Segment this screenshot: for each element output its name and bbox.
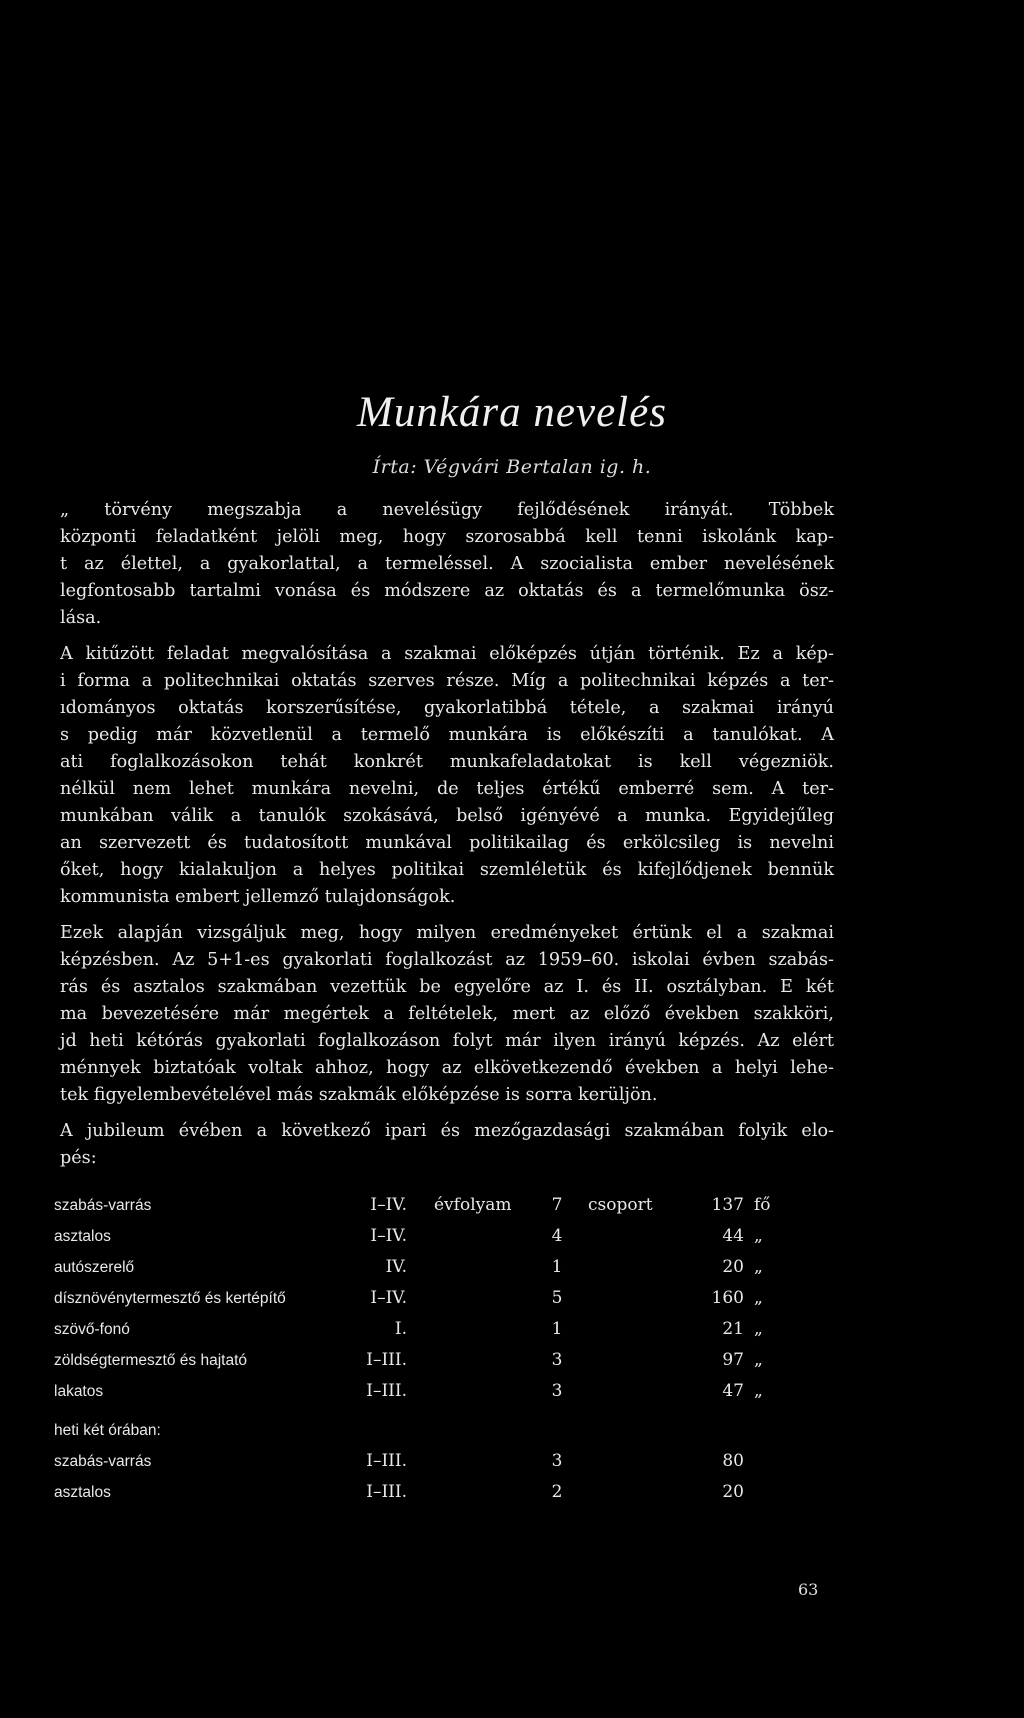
unit-label: „	[754, 1288, 763, 1308]
group-count: 4	[551, 1226, 563, 1246]
text-line: legfontosabb tartalmi vonása és módszere az oktatás és a termelőmunka ösz-	[60, 581, 834, 601]
text-line: munkában válik a tanulók szokásává, belső igényévé a munka. Egyidejűleg	[60, 806, 834, 826]
grade-range: I.	[394, 1319, 407, 1339]
text-line: ıdományos oktatás korszerűsítése, gyakorlatibbá tétele, a szakmai irányú	[60, 698, 834, 718]
group-count: 3	[551, 1350, 563, 1370]
text-line: központi feladatként jelöli meg, hogy szorosabbá kell tenni iskolánk kap-	[60, 527, 834, 547]
text-line: „ törvény megszabja a nevelésügy fejlődésének irányát. Többek	[60, 500, 834, 520]
profession-name: asztalos	[54, 1484, 111, 1501]
student-count: 44	[722, 1226, 744, 1246]
text-line: tek figyelembevételével más szakmák előképzése is sorra kerüljön.	[60, 1085, 658, 1105]
unit-label: „	[754, 1381, 763, 1401]
student-count: 80	[722, 1451, 744, 1471]
profession-name: dísznövénytermesztő és kertépítő	[54, 1290, 286, 1307]
text-line: rás és asztalos szakmában vezettük be egyelőre az I. és II. osztályban. E két	[60, 977, 834, 997]
unit-label: „	[754, 1257, 763, 1277]
student-count: 20	[722, 1257, 744, 1277]
text-line: ma bevezetésére már megértek a feltételek, mert az előző években szakköri,	[60, 1004, 834, 1024]
text-line: jd heti kétórás gyakorlati foglalkozáson folyt már ilyen irányú képzés. Az elért	[60, 1031, 834, 1051]
table-row	[54, 1252, 784, 1283]
grade-range: I–III.	[366, 1381, 407, 1401]
group-count: 1	[551, 1257, 563, 1277]
table-row	[54, 1221, 784, 1252]
student-count: 20	[722, 1482, 744, 1502]
grade-range: I–III.	[366, 1482, 407, 1502]
text-line: őket, hogy kialakuljon a helyes politikai szemléletük és kifejlődjenek bennük	[60, 860, 834, 880]
group-count: 1	[551, 1319, 563, 1339]
paragraph-gap	[60, 632, 834, 641]
text-line: A jubileum évében a következő ipari és mezőgazdasági szakmában folyik elo-	[60, 1121, 834, 1141]
grade-range: I–III.	[366, 1451, 407, 1471]
csoport-label: csoport	[588, 1195, 653, 1215]
group-count: 5	[551, 1288, 563, 1308]
table-row	[54, 1283, 784, 1314]
paragraph-gap	[60, 911, 834, 920]
profession-name: zöldségtermesztő és hajtató	[54, 1352, 247, 1369]
text-line: t az élettel, a gyakorlattal, a termeléssel. A szocialista ember nevelésének	[60, 554, 834, 574]
grade-range: IV.	[385, 1257, 407, 1277]
student-count: 47	[722, 1381, 744, 1401]
text-line: i forma a politechnikai oktatás szerves része. Míg a politechnikai képzés a ter-	[60, 671, 834, 691]
group-count: 3	[551, 1381, 563, 1401]
text-line: pés:	[60, 1148, 97, 1168]
table-row	[54, 1477, 784, 1508]
grade-range: I–III.	[366, 1350, 407, 1370]
paragraph	[60, 1118, 834, 1172]
student-count: 97	[722, 1350, 744, 1370]
grade-range: I–IV.	[370, 1226, 407, 1246]
group-count: 2	[551, 1482, 563, 1502]
profession-name: szövő-fonó	[54, 1321, 130, 1338]
unit-label: „	[754, 1319, 763, 1339]
text-line: s pedig már közvetlenül a termelő munkára is előkészíti a tanulókat. A	[60, 725, 834, 745]
table-row	[54, 1376, 784, 1407]
table-row	[54, 1190, 784, 1221]
text-line: an szervezett és tudatosított munkával politikailag és erkölcsileg is nevelni	[60, 833, 834, 853]
profession-name: lakatos	[54, 1383, 104, 1400]
text-line: lása.	[60, 608, 102, 628]
page-number: 63	[798, 1580, 819, 1599]
article-title: Munkára nevelés	[357, 389, 667, 436]
paragraph	[60, 641, 834, 911]
text-line: Ezek alapján vizsgáljuk meg, hogy milyen eredményeket értünk el a szakmai	[60, 923, 834, 943]
group-count: 7	[551, 1195, 563, 1215]
text-line: ménnyek biztatóak voltak ahhoz, hogy az elkövetkezendő években a helyi lehe-	[60, 1058, 834, 1078]
evfolyam-label: évfolyam	[434, 1195, 512, 1215]
profession-table	[54, 1190, 784, 1508]
grade-range: I–IV.	[370, 1288, 407, 1308]
unit-label: fő	[754, 1195, 771, 1215]
text-line: képzésben. Az 5+1-es gyakorlati foglalkozást az 1959–60. iskolai évben szabás-	[60, 950, 834, 970]
profession-name: szabás-varrás	[54, 1453, 152, 1470]
paragraph	[60, 497, 834, 632]
table-row	[54, 1446, 784, 1477]
text-line: ati foglalkozásokon tehát konkrét munkafeladatokat is kell végezniök.	[60, 752, 834, 772]
profession-name: autószerelő	[54, 1259, 135, 1276]
grade-range: I–IV.	[370, 1195, 407, 1215]
group-count: 3	[551, 1451, 563, 1471]
subheading-text: heti két órában:	[54, 1422, 161, 1439]
paragraph	[60, 920, 834, 1109]
paragraph-gap	[60, 1109, 834, 1118]
article-byline: Írta: Végvári Bertalan ig. h.	[372, 456, 652, 478]
text-line: A kitűzött feladat megvalósítása a szakmai előképzés útján történik. Ez a kép-	[60, 644, 834, 664]
table-subheading	[54, 1415, 784, 1446]
student-count: 160	[711, 1288, 744, 1308]
profession-name: asztalos	[54, 1228, 111, 1245]
unit-label: „	[754, 1350, 763, 1370]
table-row	[54, 1314, 784, 1345]
text-line: kommunista embert jellemző tulajdonságok.	[60, 887, 456, 907]
student-count: 21	[722, 1319, 744, 1339]
unit-label: „	[754, 1226, 763, 1246]
text-line: nélkül nem lehet munkára nevelni, de teljes értékű emberré sem. A ter-	[60, 779, 834, 799]
student-count: 137	[711, 1195, 744, 1215]
table-row	[54, 1345, 784, 1376]
profession-name: szabás-varrás	[54, 1197, 152, 1214]
article-body	[60, 497, 834, 1172]
